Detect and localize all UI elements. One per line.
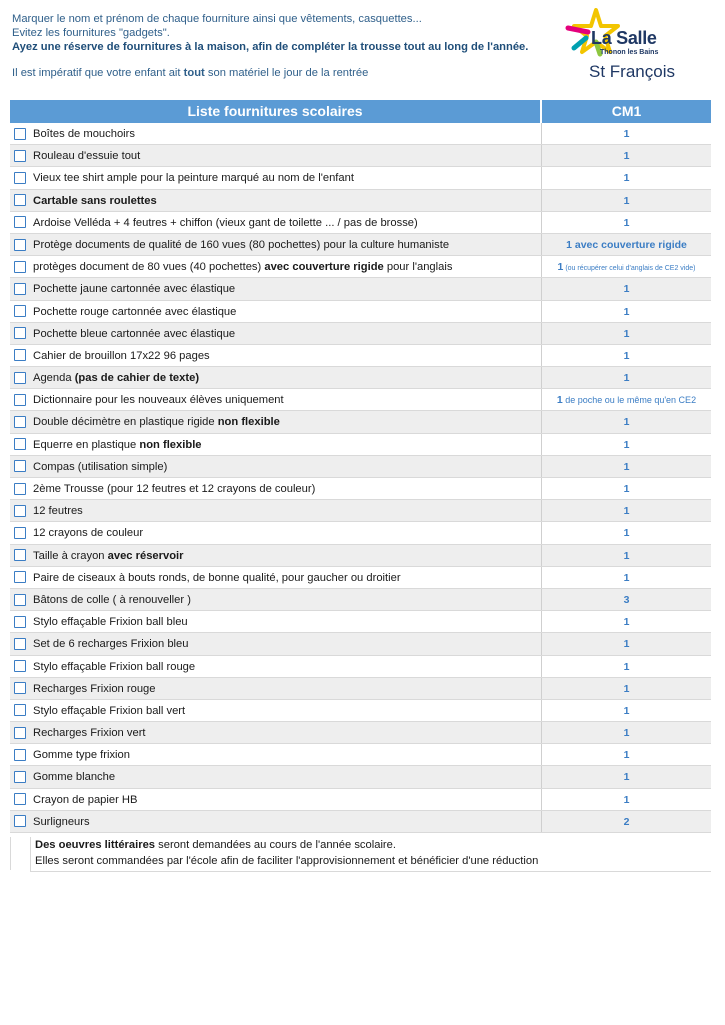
school-logo: [562, 8, 692, 90]
supply-quantity: 1: [623, 372, 630, 385]
supply-quantity: 1: [623, 549, 630, 562]
logo-name: La Salle: [591, 28, 657, 48]
supply-name: 2ème Trousse (pour 12 feutres et 12 crayons de couleur): [30, 478, 542, 499]
supply-quantity: 1: [623, 194, 630, 207]
table-row: [10, 633, 711, 655]
supply-name: Compas (utilisation simple): [30, 456, 542, 477]
table-row: [10, 522, 711, 544]
checkbox[interactable]: [10, 167, 30, 188]
checkbox[interactable]: [10, 145, 30, 166]
table-row: [10, 123, 711, 145]
checkbox[interactable]: [10, 367, 30, 388]
supply-name: Surligneurs: [30, 811, 542, 832]
supply-quantity: 1: [623, 727, 630, 740]
supply-name: Protège documents de qualité de 160 vues (80 pochettes) pour la culture humaniste: [30, 234, 542, 255]
checkbox[interactable]: [10, 434, 30, 455]
supply-quantity: 1: [623, 327, 630, 340]
checkbox[interactable]: [10, 500, 30, 521]
supply-name: Recharges Frixion vert: [30, 722, 542, 743]
table-row: [10, 789, 711, 811]
checkbox[interactable]: [10, 411, 30, 432]
checkbox[interactable]: [10, 567, 30, 588]
checkbox[interactable]: [10, 744, 30, 765]
supply-quantity: 1: [623, 571, 630, 584]
supply-name: Pochette jaune cartonnée avec élastique: [30, 278, 542, 299]
supply-quantity: 1: [623, 660, 630, 673]
header-class: CM1: [611, 103, 642, 119]
table-body: [10, 123, 711, 833]
supply-quantity: 1: [623, 349, 630, 362]
table-row: [10, 167, 711, 189]
table-row: [10, 656, 711, 678]
supply-quantity: 1 de poche ou le même qu'en CE2: [556, 394, 697, 407]
supply-name: Cartable sans roulettes: [30, 190, 542, 211]
supply-name: Vieux tee shirt ample pour la peinture marqué au nom de l'enfant: [30, 167, 542, 188]
supply-quantity: 2: [623, 815, 630, 828]
footer-divider: [10, 837, 11, 870]
supply-quantity: 1: [623, 771, 630, 784]
supply-name: Bâtons de colle ( à renouveller ): [30, 589, 542, 610]
supply-name: Boîtes de mouchoirs: [30, 123, 542, 144]
table-row: [10, 722, 711, 744]
table-row: [10, 190, 711, 212]
checkbox[interactable]: [10, 234, 30, 255]
table-row: [10, 611, 711, 633]
supply-name: Paire de ciseaux à bouts ronds, de bonne qualité, pour gaucher ou droitier: [30, 567, 542, 588]
supply-quantity: 1: [623, 438, 630, 451]
supply-name: Equerre en plastique non flexible: [30, 434, 542, 455]
checkbox[interactable]: [10, 789, 30, 810]
supply-quantity: 1: [623, 616, 630, 629]
supply-quantity: 1: [623, 704, 630, 717]
supply-name: Gomme type frixion: [30, 744, 542, 765]
checkbox[interactable]: [10, 389, 30, 410]
table-row: [10, 411, 711, 433]
supply-name: Set de 6 recharges Frixion bleu: [30, 633, 542, 654]
checkbox[interactable]: [10, 478, 30, 499]
checkbox[interactable]: [10, 633, 30, 654]
checkbox[interactable]: [10, 545, 30, 566]
supply-name: Cahier de brouillon 17x22 96 pages: [30, 345, 542, 366]
table-row: [10, 389, 711, 411]
checkbox[interactable]: [10, 256, 30, 277]
supply-quantity: 1: [623, 216, 630, 229]
checkbox[interactable]: [10, 589, 30, 610]
checkbox[interactable]: [10, 522, 30, 543]
table-row: [10, 545, 711, 567]
supply-quantity: 3: [623, 593, 630, 606]
supply-quantity: 1 avec couverture rigide: [566, 238, 687, 251]
supply-quantity: 1: [623, 638, 630, 651]
supply-quantity: 1: [623, 527, 630, 540]
supply-name: Pochette rouge cartonnée avec élastique: [30, 301, 542, 322]
supply-name: Taille à crayon avec réservoir: [30, 545, 542, 566]
checkbox[interactable]: [10, 611, 30, 632]
supply-quantity: 1: [623, 172, 630, 185]
checkbox[interactable]: [10, 766, 30, 787]
supplies-table: [10, 100, 711, 833]
supply-name: Stylo effaçable Frixion ball vert: [30, 700, 542, 721]
supply-name: 12 crayons de couleur: [30, 522, 542, 543]
supply-quantity: 1: [623, 505, 630, 518]
footer-line-2: Elles seront commandées par l'école afin de faciliter l'approvisionnement et bénéficier d'une réduction: [35, 855, 539, 867]
supply-name: Dictionnaire pour les nouveaux élèves uniquement: [30, 389, 542, 410]
intro-line-4: Il est impératif que votre enfant ait tout son matériel le jour de la rentrée: [12, 67, 369, 79]
table-row: [10, 456, 711, 478]
checkbox[interactable]: [10, 123, 30, 144]
table-header: [10, 100, 711, 123]
table-row: [10, 323, 711, 345]
supply-quantity: 1: [623, 483, 630, 495]
supply-quantity: 1: [623, 283, 630, 296]
checkbox[interactable]: [10, 678, 30, 699]
logo-school: St François: [589, 62, 675, 81]
supply-quantity: 1: [623, 128, 630, 140]
supply-quantity: 1: [623, 305, 630, 318]
checkbox[interactable]: [10, 456, 30, 477]
supply-quantity: 1: [623, 460, 630, 473]
table-row: [10, 256, 711, 278]
supply-quantity: 1: [623, 793, 630, 806]
supply-name: Pochette bleue cartonnée avec élastique: [30, 323, 542, 344]
checkbox[interactable]: [10, 700, 30, 721]
supply-name: Crayon de papier HB: [30, 789, 542, 810]
supply-name: Gomme blanche: [30, 766, 542, 787]
intro-line-1: Marquer le nom et prénom de chaque fourniture ainsi que vêtements, casquettes...: [12, 13, 422, 25]
supply-quantity: 1: [623, 416, 630, 429]
table-row: [10, 301, 711, 323]
footer-note: [30, 837, 711, 872]
footer-line-1: Des oeuvres littéraires seront demandées au cours de l'année scolaire.: [35, 839, 396, 851]
table-row: [10, 678, 711, 700]
supply-name: Recharges Frixion rouge: [30, 678, 542, 699]
supply-name: Agenda (pas de cahier de texte): [30, 367, 542, 388]
supply-quantity: 1: [623, 749, 630, 762]
intro-text: [12, 12, 542, 80]
supply-name: 12 feutres: [30, 500, 542, 521]
checkbox[interactable]: [10, 278, 30, 299]
checkbox[interactable]: [10, 811, 30, 832]
table-row: [10, 278, 711, 300]
header-supplies: Liste fournitures scolaires: [10, 100, 542, 123]
supply-name: Double décimètre en plastique rigide non flexible: [30, 411, 542, 432]
table-row: [10, 345, 711, 367]
table-row: [10, 744, 711, 766]
table-row: [10, 766, 711, 788]
supply-name: protèges document de 80 vues (40 pochettes) avec couverture rigide pour l'anglais: [30, 256, 542, 277]
checkbox[interactable]: [10, 656, 30, 677]
table-row: [10, 478, 711, 500]
supply-name: Stylo effaçable Frixion ball bleu: [30, 611, 542, 632]
checkbox[interactable]: [10, 190, 30, 211]
supply-quantity: 1: [623, 682, 630, 695]
supply-name: Rouleau d'essuie tout: [30, 145, 542, 166]
table-row: [10, 145, 711, 167]
table-row: [10, 367, 711, 389]
table-row: [10, 700, 711, 722]
table-row: [10, 434, 711, 456]
checkbox[interactable]: [10, 301, 30, 322]
checkbox[interactable]: [10, 722, 30, 743]
logo-town: Thonon les Bains: [600, 49, 659, 56]
table-row: [10, 811, 711, 833]
table-row: [10, 589, 711, 611]
intro-line-3: Ayez une réserve de fournitures à la maison, afin de compléter la trousse tout au long de l'année.: [12, 41, 529, 53]
supply-quantity: 1: [623, 150, 630, 163]
supply-quantity: 1 (ou récupérer celui d'anglais de CE2 vide): [557, 261, 696, 274]
intro-line-2: Evitez les fournitures "gadgets".: [12, 27, 170, 39]
table-row: [10, 234, 711, 256]
checkbox[interactable]: [10, 212, 30, 233]
quantity-note: de poche ou le même qu'en CE2: [562, 395, 697, 406]
supply-name: Ardoise Velléda + 4 feutres + chiffon (vieux gant de toilette ... / pas de brosse): [30, 212, 542, 233]
table-row: [10, 212, 711, 234]
checkbox[interactable]: [10, 345, 30, 366]
table-row: [10, 500, 711, 522]
table-row: [10, 567, 711, 589]
checkbox[interactable]: [10, 323, 30, 344]
quantity-note: (ou récupérer celui d'anglais de CE2 vide): [563, 265, 696, 273]
supply-name: Stylo effaçable Frixion ball rouge: [30, 656, 542, 677]
